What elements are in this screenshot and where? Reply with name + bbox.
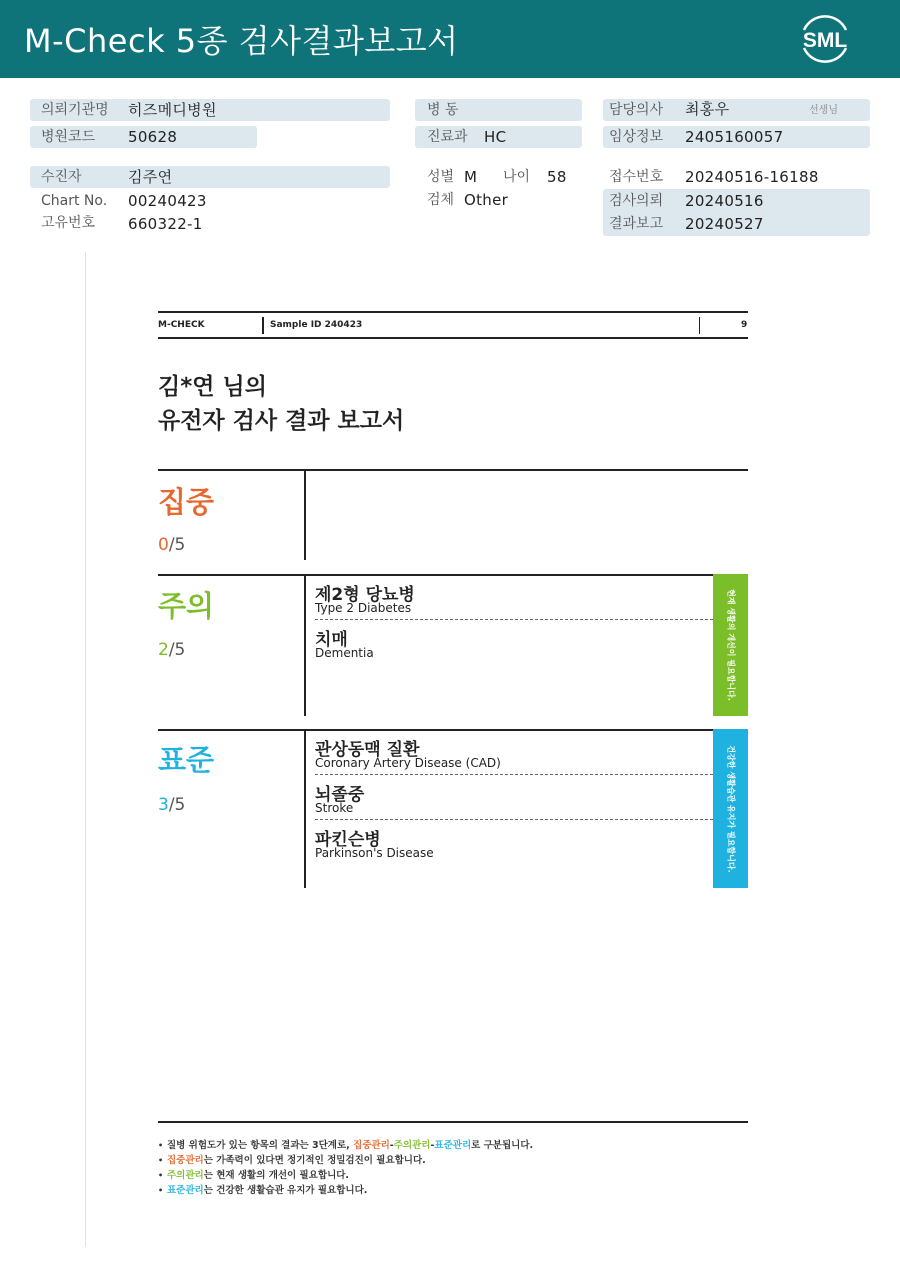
category-standard-name: 표준 — [158, 743, 215, 777]
running-header-brand: M-CHECK — [158, 320, 205, 330]
patient-value: 김주연 — [128, 168, 173, 186]
section-standard-divider — [304, 731, 306, 888]
hospital-code-value: 50628 — [128, 128, 178, 146]
report-date-label: 결과보고 — [609, 216, 664, 232]
running-header-sample-id: Sample ID 240423 — [270, 320, 363, 330]
institution-value: 히즈메디병원 — [128, 101, 217, 119]
age-label: 나이 — [503, 169, 531, 185]
patient-label: 수진자 — [41, 169, 82, 185]
disease-name-ko: 뇌졸중 — [315, 785, 365, 805]
standard-side-tab-text: 건강한 생활습관 유지가 필요합니다. — [726, 744, 735, 873]
note-line: • 주의관리는 현재 생활의 개선이 필요합니다. — [158, 1170, 350, 1181]
report-heading-line1: 김*연 님의 — [158, 374, 267, 400]
receipt-label: 접수번호 — [609, 169, 664, 185]
report-date-value: 20240527 — [685, 215, 764, 233]
disease-name-ko: 치매 — [315, 630, 348, 650]
caution-side-tab-text: 현재 생활의 개선이 필요합니다. — [726, 589, 735, 701]
category-focus-count-total: /5 — [168, 535, 186, 555]
clinical-value: 2405160057 — [685, 128, 784, 146]
section-focus-top-rule — [158, 469, 748, 471]
disease-name-en: Dementia — [315, 646, 374, 660]
unique-no-label: 고유번호 — [41, 215, 96, 231]
doctor-value: 최홍우 — [685, 100, 730, 118]
dept-label: 진료과 — [427, 129, 468, 145]
unique-no-value: 660322-1 — [128, 215, 203, 233]
chart-no-value: 00240423 — [128, 192, 207, 210]
running-header-bottom-rule — [158, 337, 748, 339]
disease-name-en: Stroke — [315, 801, 354, 815]
legend-notes — [158, 1138, 533, 1198]
request-label: 검사의뢰 — [609, 193, 664, 209]
institution-label: 의뢰기관명 — [41, 102, 109, 118]
running-header-top-rule — [158, 311, 748, 313]
bullet-icon: • — [158, 1171, 164, 1180]
disease-name-ko: 제2형 당뇨병 — [315, 585, 415, 605]
notes-top-rule — [158, 1121, 748, 1123]
page-margin-line — [85, 252, 86, 1247]
standard-side-tab — [713, 729, 748, 888]
doctor-suffix: 선생님 — [809, 105, 838, 116]
report-heading-line2: 유전자 검사 결과 보고서 — [158, 408, 405, 434]
sex-label: 성별 — [427, 169, 455, 185]
disease-separator — [315, 774, 713, 775]
category-standard-count — [158, 795, 185, 815]
age-value: 58 — [547, 168, 567, 186]
section-caution-divider — [304, 576, 306, 716]
bullet-icon: • — [158, 1156, 164, 1165]
patient-row-bg — [30, 166, 390, 188]
category-focus-count — [158, 535, 185, 555]
request-value: 20240516 — [685, 192, 764, 210]
note-line: • 집중관리는 가족력이 있다면 정기적인 정밀검진이 필요합니다. — [158, 1155, 426, 1166]
clinical-label: 임상정보 — [609, 129, 664, 145]
sex-value: M — [464, 168, 478, 186]
doctor-label: 담당의사 — [609, 102, 664, 118]
category-caution-count-total: /5 — [168, 640, 186, 660]
page-number: 9 — [741, 320, 748, 330]
disease-separator — [315, 819, 713, 820]
report-heading — [158, 370, 404, 438]
disease-name-en: Coronary Artery Disease (CAD) — [315, 756, 501, 770]
category-caution-count — [158, 640, 185, 660]
caution-side-tab — [713, 574, 748, 716]
running-header-divider-left — [262, 317, 264, 334]
bullet-icon: • — [158, 1186, 164, 1195]
hospital-code-label: 병원코드 — [41, 129, 96, 145]
section-standard-top-rule — [158, 729, 713, 731]
note-line: • 표준관리는 건강한 생활습관 유지가 필요합니다. — [158, 1185, 368, 1196]
category-caution-count-value: 2 — [158, 640, 169, 660]
section-focus-divider — [304, 471, 306, 560]
running-header-divider-right — [699, 317, 700, 334]
sml-logo — [790, 10, 860, 68]
ward-label: 병 동 — [427, 102, 459, 118]
chart-no-label: Chart No. — [41, 193, 108, 209]
specimen-value: Other — [464, 191, 509, 209]
category-focus-count-value: 0 — [158, 535, 169, 555]
note-line: • 질병 위험도가 있는 항목의 결과는 3단계로, 집중관리-주의관리-표준관리로 구분됩니다. — [158, 1140, 534, 1151]
category-focus-name: 집중 — [158, 485, 215, 519]
disease-name-ko: 파킨슨병 — [315, 830, 381, 850]
disease-separator — [315, 619, 713, 620]
category-caution-name: 주의 — [158, 589, 215, 623]
report-title: M-Check 5종 검사결과보고서 — [24, 22, 459, 60]
disease-name-en: Type 2 Diabetes — [315, 601, 412, 615]
category-standard-count-total: /5 — [168, 795, 186, 815]
disease-name-ko: 관상동맥 질환 — [315, 740, 420, 760]
category-standard-count-value: 3 — [158, 795, 169, 815]
section-caution-top-rule — [158, 574, 713, 576]
dept-value: HC — [484, 128, 507, 146]
logo-text: SML — [802, 29, 848, 52]
bullet-icon: • — [158, 1141, 164, 1150]
receipt-value: 20240516-16188 — [685, 168, 819, 186]
disease-name-en: Parkinson's Disease — [315, 846, 434, 860]
specimen-label: 검체 — [427, 192, 455, 208]
